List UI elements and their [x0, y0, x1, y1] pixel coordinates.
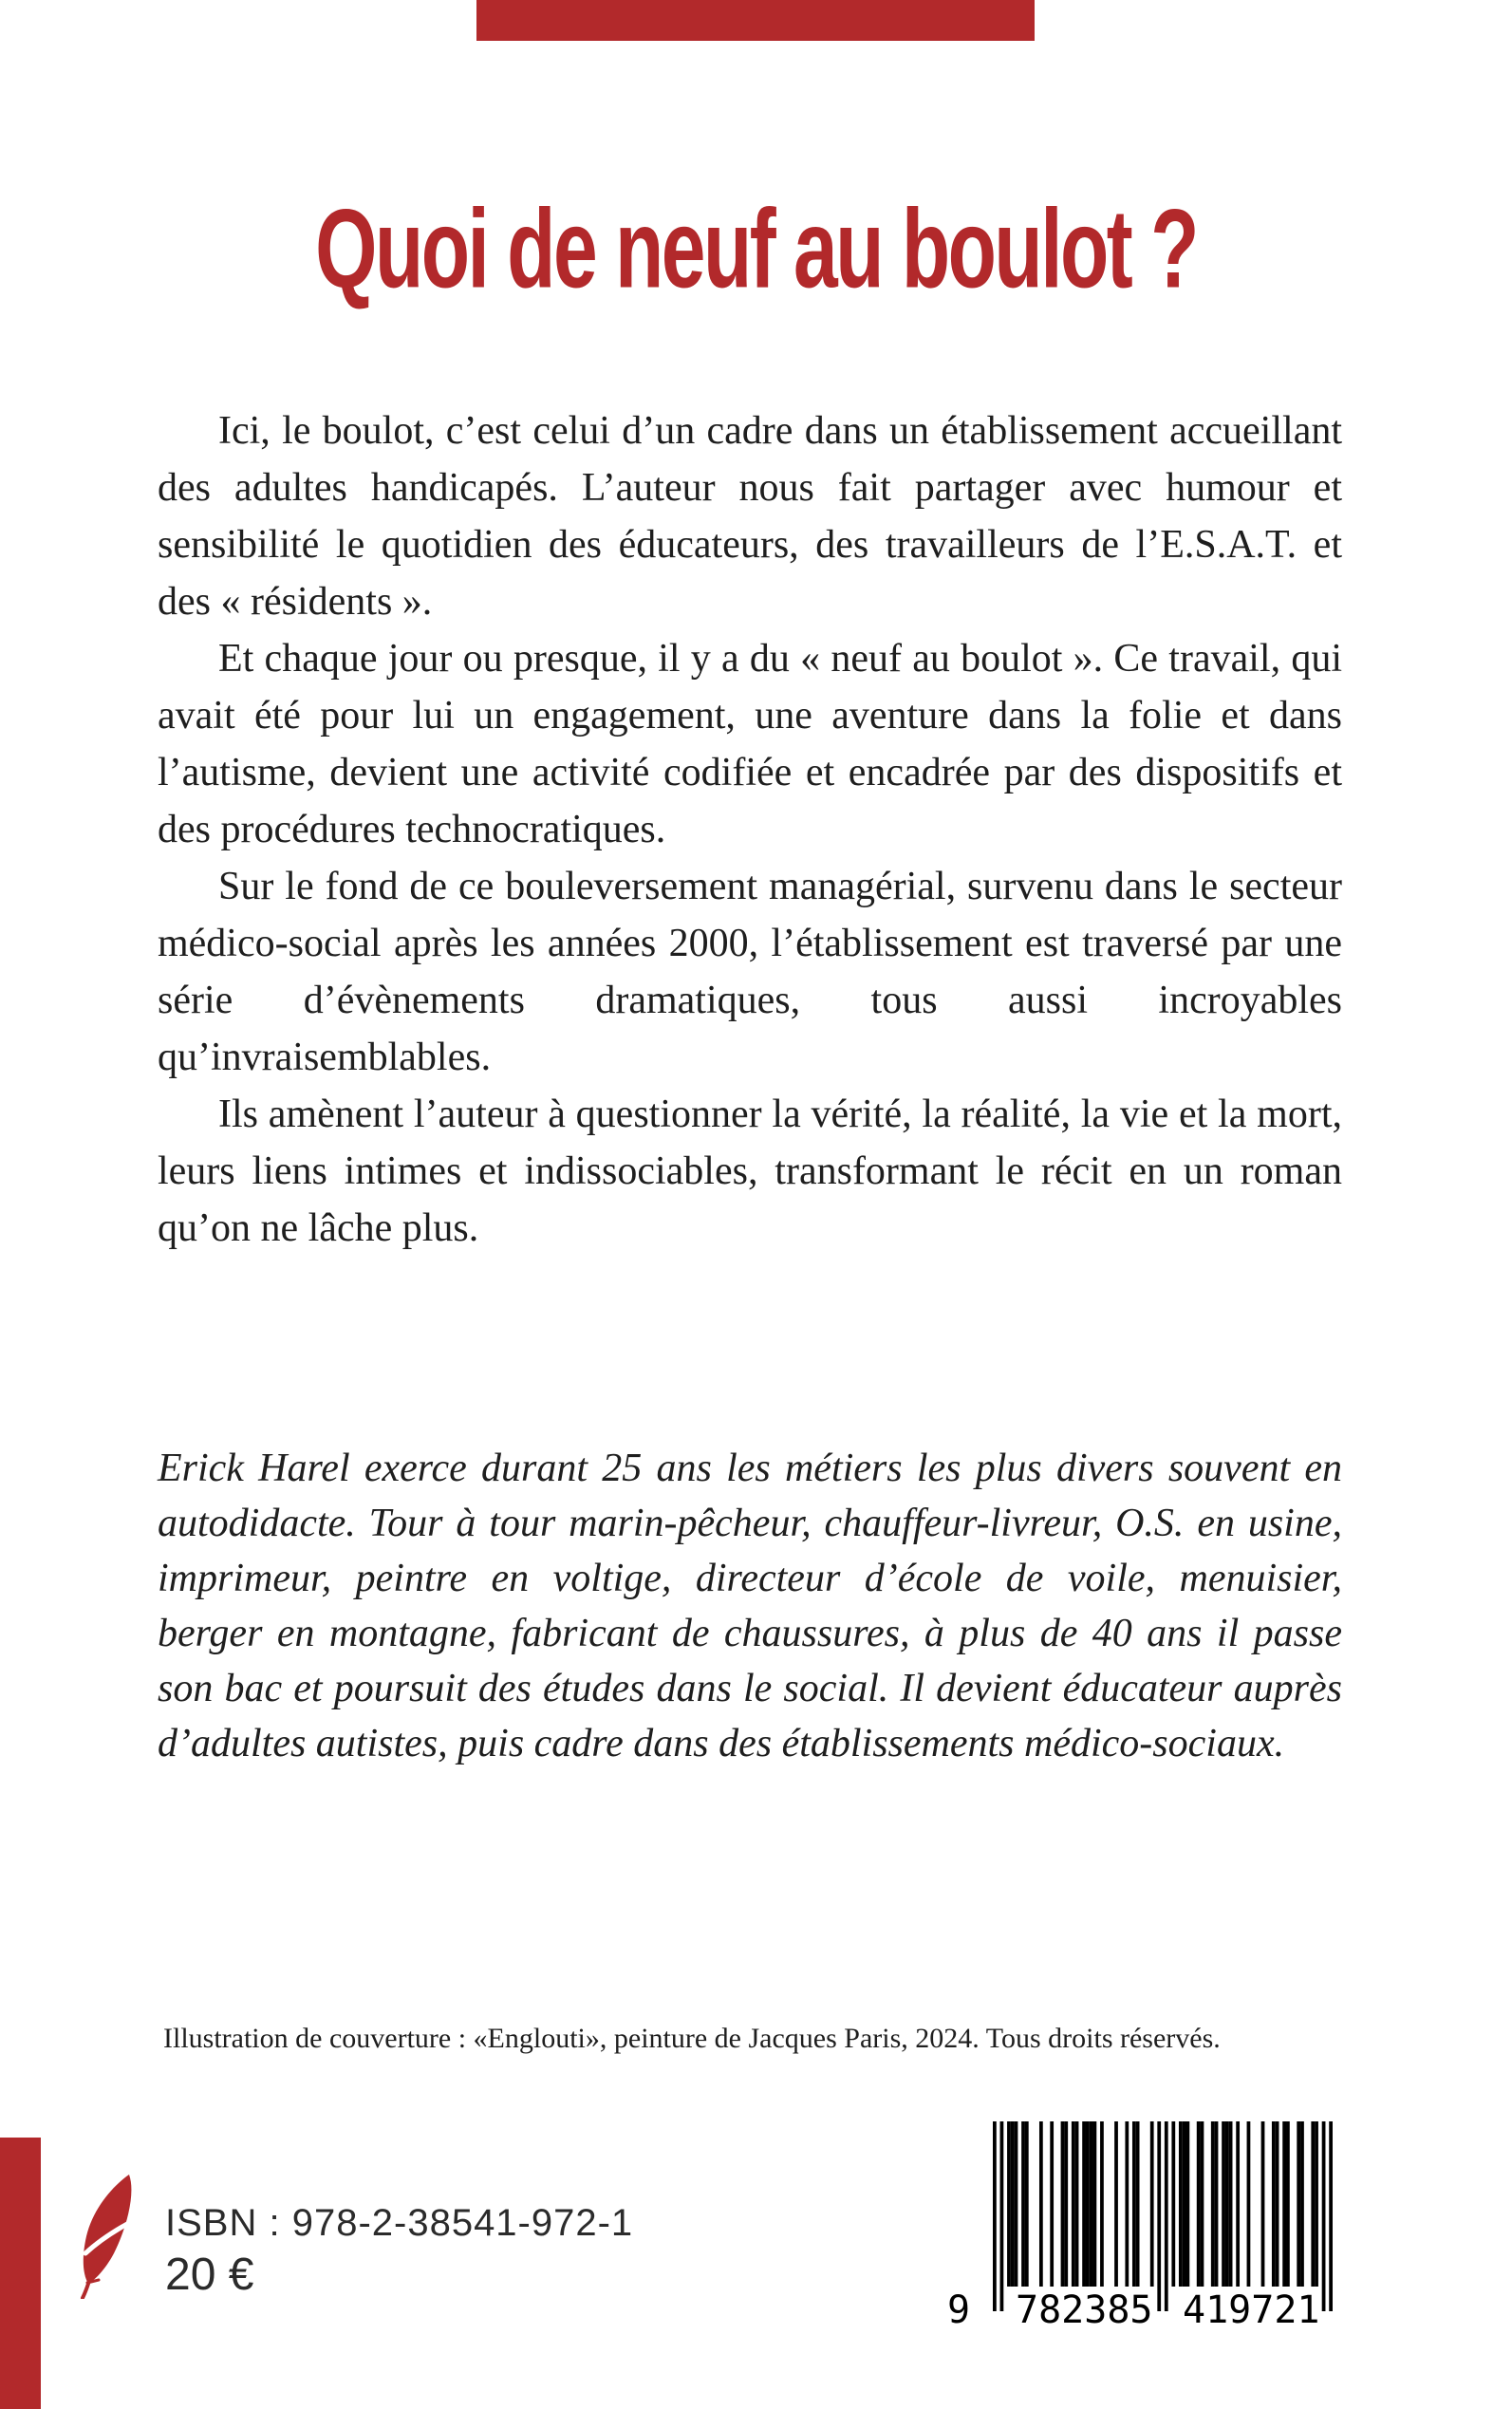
spine-red-bar [0, 2138, 41, 2409]
synopsis-paragraph-2: Et chaque jour ou presque, il y a du « neuf au boulot ». Ce travail, qui avait été pour lui un engagement, une aventure dans la folie et dans l’autisme, devient une activité codifiée et encadrée par des dispositifs et des procédures technocratiques. [158, 637, 1342, 851]
cover-illustration-credit: Illustration de couverture : «Englouti», peinture de Jacques Paris, 2024. Tous droits réservés. [163, 2023, 1221, 2054]
ean13-barcode [993, 2121, 1333, 2311]
barcode-digits-right-group: 419721 [1183, 2288, 1320, 2332]
book-title: Quoi de neuf au boulot ? [315, 186, 1197, 312]
synopsis-paragraph-1: Ici, le boulot, c’est celui d’un cadre dans un établissement accueillant des adultes handicapés. L’auteur nous fait partager avec humour et sensibilité le quotidien des éducateurs, des travailleurs de l’E.S.A.T. et des « résidents ». [158, 409, 1342, 624]
barcode-digit-leading: 9 [947, 2288, 971, 2332]
author-bio [158, 1441, 1342, 1771]
price-label: 20 € [165, 2250, 254, 2300]
synopsis [158, 402, 1342, 1257]
collection-band [476, 0, 1035, 41]
synopsis-paragraph-3: Sur le fond de ce bouleversement managérial, survenu dans le secteur médico-social après les années 2000, l’établissement est traversé par une série d’évènements dramatiques, tous aussi incroyables qu’invraisemblables. [158, 865, 1342, 1079]
isbn-label: ISBN : 978-2-38541-972-1 [165, 2202, 634, 2244]
barcode-digits-left-group: 782385 [1016, 2288, 1153, 2332]
author-bio-text: Erick Harel exerce durant 25 ans les métiers les plus divers souvent en autodidacte. Tour à tour marin-pêcheur, chauffeur-livreur, O.S. en usine, imprimeur, peintre en voltige, directeur d’école de voile, menuisier, berger en montagne, fabricant de chaussures, à plus de 40 ans il passe son bac et poursuit des études dans le social. Il devient éducateur auprès d’adultes autistes, puis cadre dans des établissements médico-sociaux. [158, 1447, 1342, 1765]
synopsis-paragraph-4: Ils amènent l’auteur à questionner la vérité, la réalité, la vie et la mort, leurs liens intimes et indissociables, transformant le récit en un roman qu’on ne lâche plus. [158, 1092, 1342, 1250]
quill-feather-icon [76, 2172, 139, 2299]
